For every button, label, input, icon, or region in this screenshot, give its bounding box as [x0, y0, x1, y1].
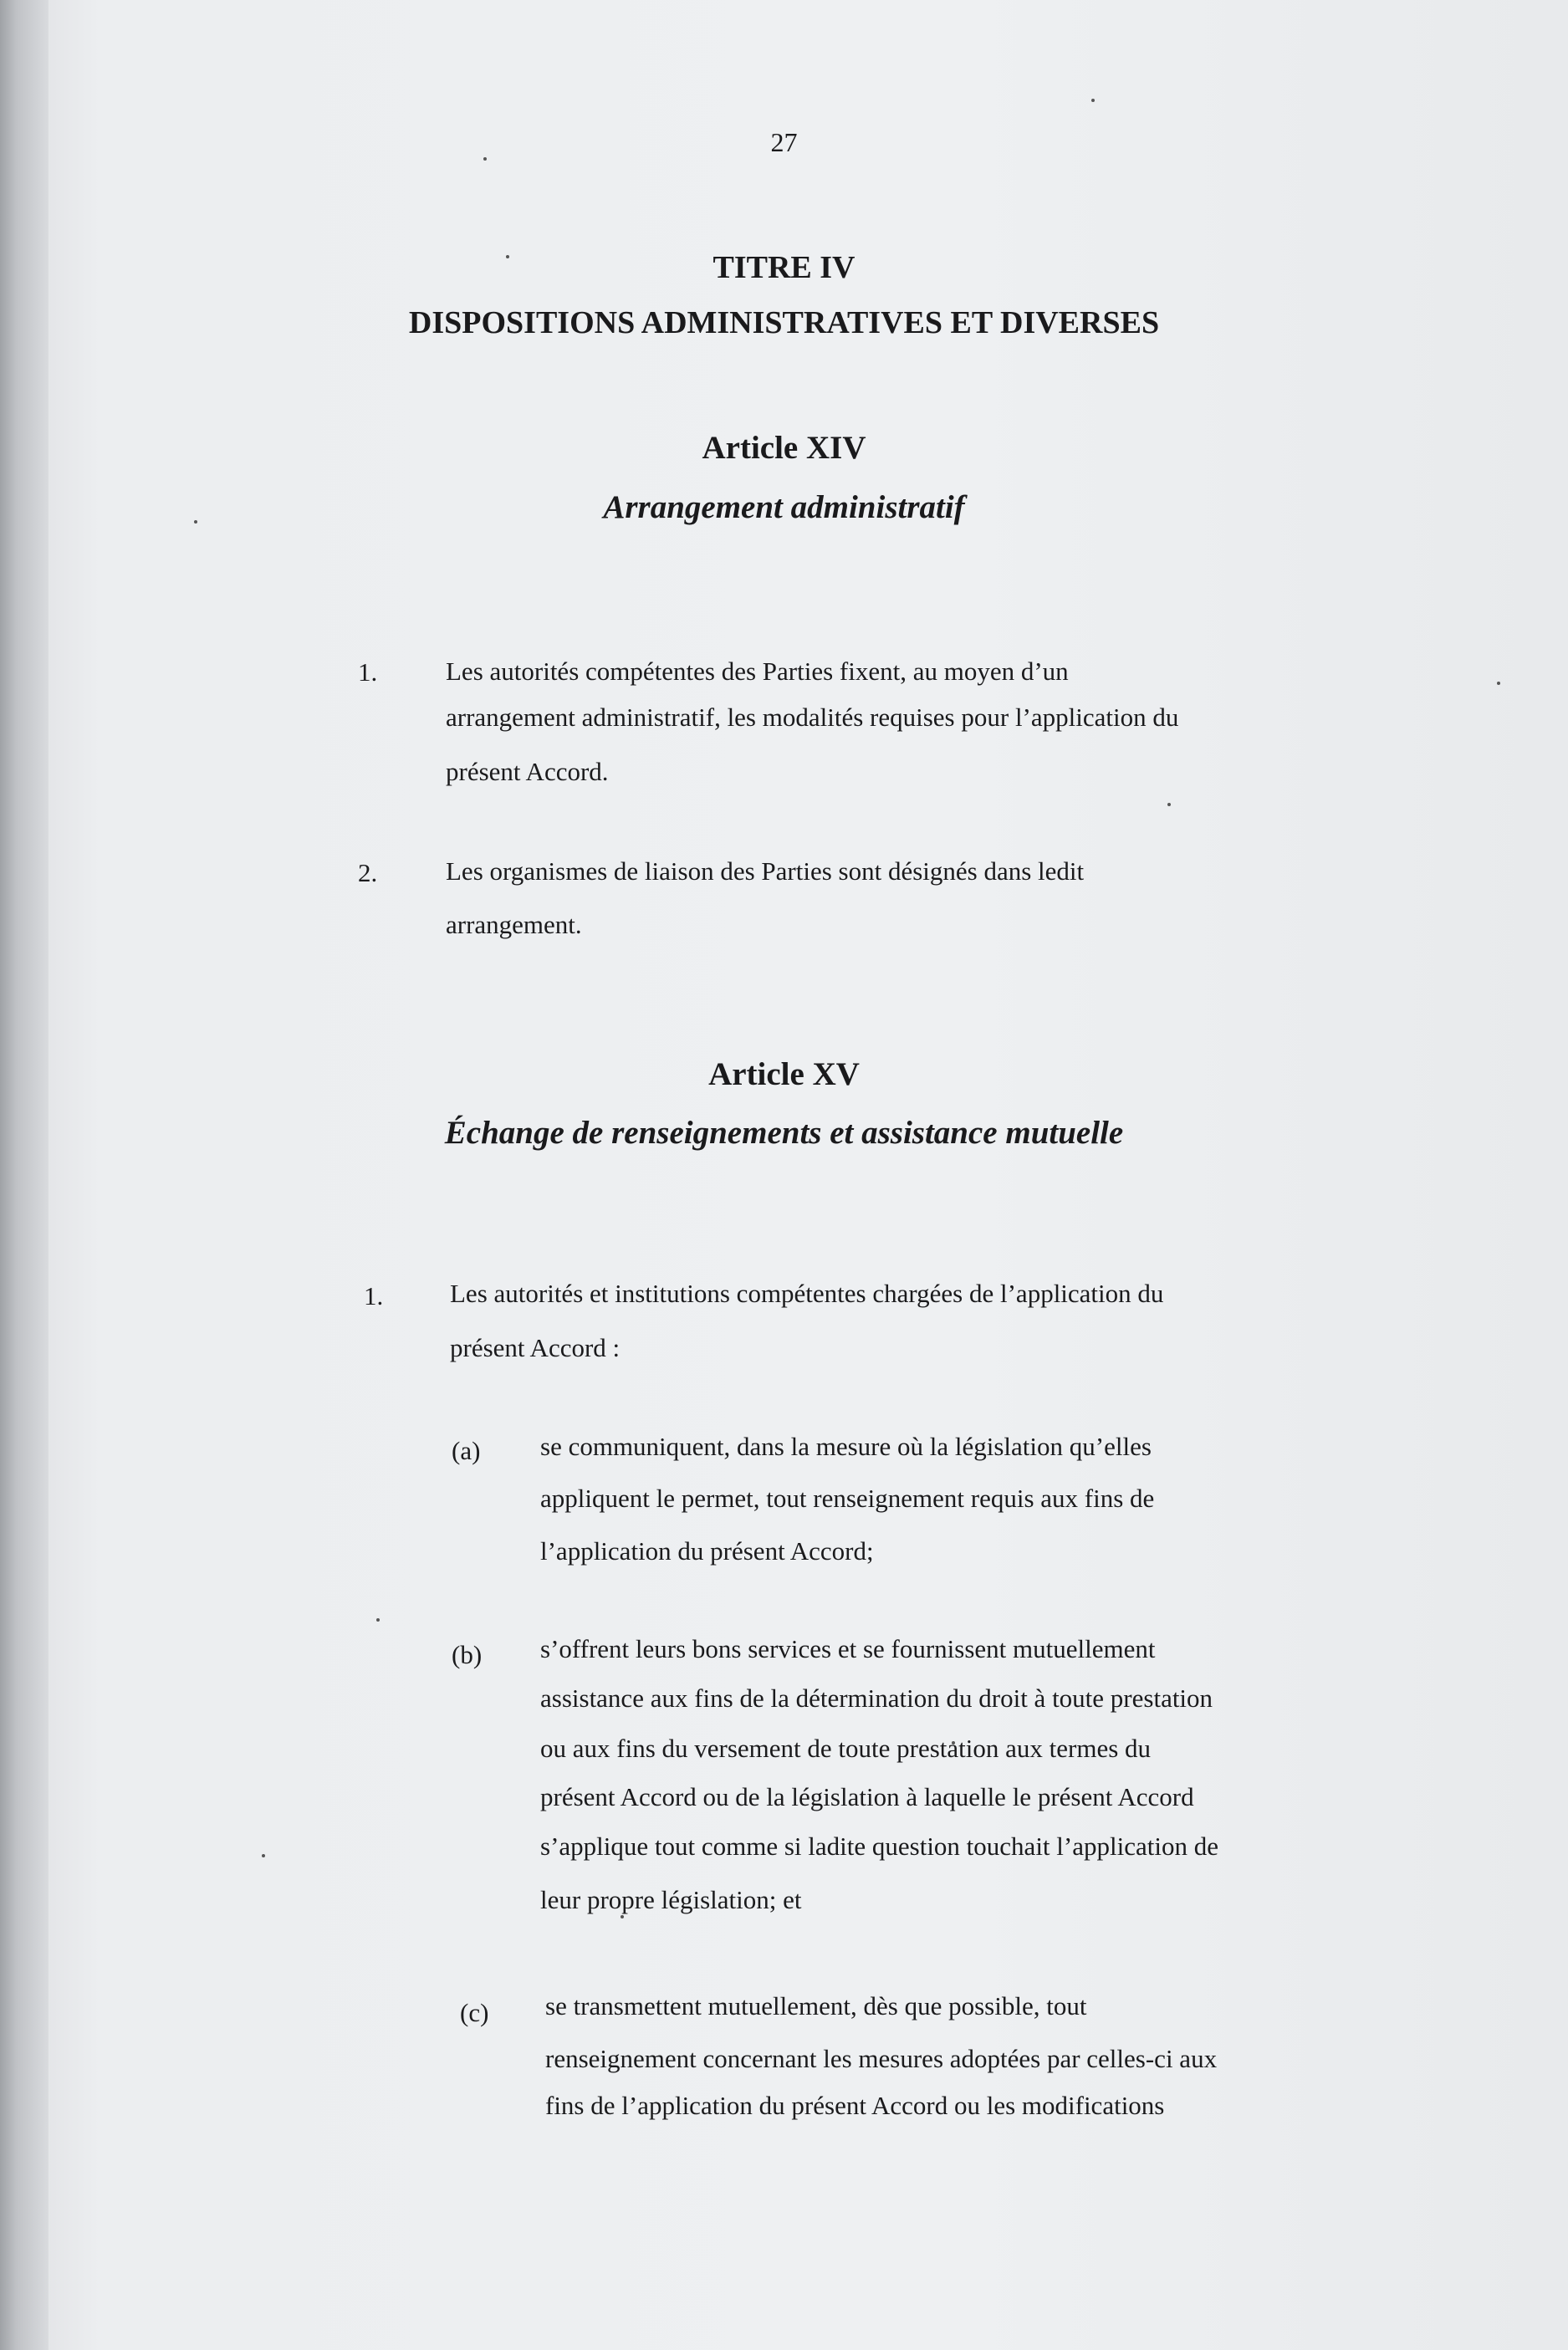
- subparagraph-line: renseignement concernant les mesures adoptées par celles-ci aux: [545, 2044, 1218, 2073]
- subparagraph-label: (a): [452, 1436, 481, 1465]
- subparagraph-line: se transmettent mutuellement, dès que possible, tout: [545, 1991, 1087, 2020]
- subparagraph-line: ou aux fins du versement de toute prestation aux termes du: [540, 1734, 1152, 1763]
- titre-heading: TITRE IV: [712, 250, 856, 285]
- speck: [1091, 99, 1095, 102]
- page-number: 27: [770, 127, 798, 157]
- speck: [376, 1618, 380, 1622]
- article-xiv-heading: Article XIV: [702, 430, 866, 466]
- paragraph-line: Les autorités compétentes des Parties fixent, au moyen d’un: [446, 656, 1069, 686]
- speck: [1167, 803, 1171, 806]
- article-xv-subtitle: Échange de renseignements et assistance mutuelle: [444, 1115, 1124, 1151]
- article-xv-heading: Article XV: [708, 1056, 860, 1092]
- subparagraph-line: appliquent le permet, tout renseignement requis aux fins de: [540, 1484, 1155, 1513]
- paragraph-line: Les autorités et institutions compétentes chargées de l’application du: [450, 1279, 1164, 1308]
- subparagraph-label: (b): [452, 1640, 483, 1669]
- page-binding-shadow: [0, 0, 49, 2350]
- paragraph-number: 1.: [358, 657, 378, 687]
- subparagraph-line: l’application du présent Accord;: [540, 1536, 874, 1566]
- subparagraph-line: présent Accord ou de la législation à laquelle le présent Accord: [540, 1782, 1194, 1811]
- paragraph-line: Les organismes de liaison des Parties sont désignés dans ledit: [446, 856, 1085, 886]
- subparagraph-line: fins de l’application du présent Accord ou les modifications: [545, 2091, 1165, 2120]
- paragraph-line: arrangement.: [446, 910, 582, 939]
- paragraph-line: présent Accord :: [450, 1333, 621, 1362]
- subparagraph-line: s’offrent leurs bons services et se fournissent mutuellement: [540, 1634, 1156, 1663]
- speck: [1497, 682, 1500, 685]
- paragraph-number: 1.: [364, 1281, 384, 1310]
- paragraph-line: présent Accord.: [446, 757, 609, 786]
- subparagraph-line: leur propre législation; et: [540, 1885, 802, 1914]
- titre-subtitle: DISPOSITIONS ADMINISTRATIVES ET DIVERSES: [408, 305, 1160, 340]
- paragraph-number: 2.: [358, 858, 378, 887]
- subparagraph-line: se communiquent, dans la mesure où la législation qu’elles: [540, 1432, 1152, 1461]
- speck: [262, 1854, 265, 1857]
- paragraph-line: arrangement administratif, les modalités requises pour l’application du: [446, 702, 1179, 732]
- subparagraph-line: s’applique tout comme si ladite question touchait l’application de: [540, 1831, 1218, 1861]
- subparagraph-line: assistance aux fins de la détermination du droit à toute prestation: [540, 1683, 1213, 1713]
- speck: [621, 1915, 624, 1918]
- subparagraph-label: (c): [460, 1998, 489, 2027]
- article-xiv-subtitle: Arrangement administratif: [603, 489, 965, 525]
